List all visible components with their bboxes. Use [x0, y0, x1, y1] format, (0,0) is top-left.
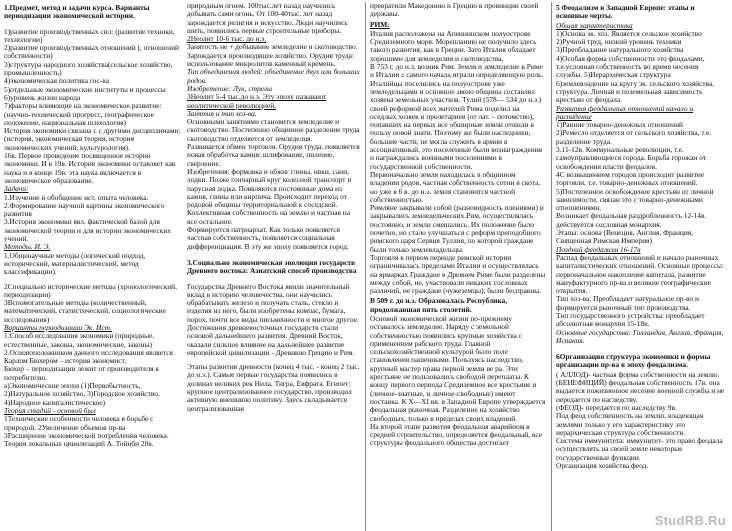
- section-heading: 6Организация структура экономики и формы организации пр-ва в эпоху феодализма.: [556, 352, 711, 370]
- section-heading: В 509 г. до н.э. Образовалась Республика, продолжавшая пять столетий.: [370, 296, 508, 314]
- text-paragraph: превратили Македонию и Грецию в провинции своей державы.: [370, 2, 539, 19]
- text-paragraph: На второй этапе развития феодальная аварийном в средней строительство, определяется феодальный, все структуры феодального общества достигает: [370, 421, 542, 448]
- text-paragraph: Бюхер – периодизации лежит от производителя к потребителю.: [4, 364, 160, 382]
- text-paragraph: 4С возвышением городов происходит развитие торговли, т.е. товарно-денежных отношений.: [556, 169, 705, 188]
- text-paragraph: 2.Формирование научной картины экономического развития: [4, 200, 165, 219]
- text-paragraph: Возникает феодальная раздробленность 12-14в. действуется сословная монархия.: [556, 211, 707, 229]
- text-paragraph: Распад феодальных отношений и начало рыночных капиталистических отношений. Основные процессы: первоначальное накопление капитала, развитие мануфактурного пр-ва и великие географические открытия.: [556, 252, 725, 296]
- text-paragraph: 16в. Первое проведение посвященное истории экономики. И в 19в. История экономики оставляет как наука и в конце 19в. эта наука включается в экономическое образование.: [4, 151, 176, 185]
- text-paragraph: 5)отдельные экономические институты и процессы: [4, 84, 166, 94]
- section-heading: 1.Предмет, метод и задачи курса. Варианты периодизации экономической истории.: [4, 3, 150, 21]
- text-paragraph: Методы. И. Э.: [4, 242, 51, 252]
- text-paragraph: Поздний феодализм 16-17в: [556, 244, 641, 254]
- column-2: [186, 2, 365, 531]
- text-paragraph: 2)развитие производственных отношений (, отношений собственности): [4, 43, 179, 61]
- text-paragraph: 7)факторы влияющие на экономическое развитие: (научно-технический прогресс, географическое положение, национальная психология): [4, 101, 162, 127]
- text-paragraph: Теория локальных цивилизаций А. Тойнби 20в.: [4, 439, 154, 449]
- text-paragraph: Первоначально земля находилась в общинном владении родов, частная собственность сотни в скота, но уже в 6 в. до н.э. земля становится частной собственностью.: [370, 169, 541, 204]
- text-paragraph: природным огнем. 100тыс.лет назад научились добывать сами огонь. От 100-40тыс. лет назад зарождается религия и искусство. Люди научились шить, появились первые строительные приборы.: [187, 2, 348, 35]
- text-paragraph: а)Экономические эпохи (1)Первобытность, 2)Натуральное хозяйство, 3)Городское хозяйство, 4)Народное капиталистическое): [4, 381, 160, 407]
- text-paragraph: 1.Способ исследования экономики (природные, естественные, законы, экономические, законы): [4, 331, 155, 349]
- text-paragraph: Этапы развития древности (конец 4 тыс. - конец 2 тыс. до н.э.). Самые первые государства появились в долинах великих рек Нила, Тигра, Евфрата. Египет: крупное централизованное государство, производил активную внешнюю политику. Здесь складывается централизованная: [187, 362, 360, 413]
- text-paragraph: 3)структура народного хозяйства(сельское хозяйство, промышленность): [4, 59, 173, 78]
- text-paragraph: 3.История экономики явл. фактической базой для экономической теории и для истории экономических учений.: [4, 217, 171, 244]
- text-paragraph: Римляне закрывали собой (разновидность плениями) и закрывались земледельческих.Рим, осуществлялась постоянно, и земли смешались. Их положение было почетно, но стало улучшаться с реформ преподобного римского царя Сервия Туллия, по которой граждане были только землевладельцы.: [370, 203, 544, 254]
- text-paragraph: 4)Особая форма собственности это феодалами, т.е.условная собственность во время несения службы. 5)Иерархическая структура: [556, 53, 705, 80]
- text-paragraph: ( АЛЛОД)- частная форма собственности на землю.: [556, 369, 720, 379]
- spacer: [187, 251, 360, 257]
- text-paragraph: 2)Ремесло отделяется от сельского хозяйства, т.е. разделение труда.: [556, 128, 711, 146]
- text-paragraph: Теория стадий - основой был: [4, 405, 96, 415]
- text-paragraph: Под феод собственность на землю, владеющая землями только у его характеристику это иерархическая структура собственности.: [556, 411, 704, 437]
- text-paragraph: 2Специально исторические методы (хронологический, периодизации): [4, 281, 177, 299]
- text-paragraph: Основными занятиями становится земледелие и скотоводство. Постепенно общинное разделение труда скотоводство отделяется от земледелия.: [187, 117, 360, 143]
- text-paragraph: 1)Ранние товарно-денежных отношений: [556, 120, 684, 130]
- text-paragraph: Формируется патриархат. Как только появляется частная собственность, появляется социальная дифференциация. В эту же эпоху появляется город.: [187, 225, 349, 251]
- text-paragraph: Тип объединения людей: объединение двух или больших родов.: [187, 67, 360, 85]
- text-paragraph: Занятость не + добывание земледелие и скотоводство. Зарождается производящее хозяйство. Орудия труда: использование микролитов каменный кремень.: [187, 42, 358, 69]
- text-paragraph: 2.Основоположником данного исследования является Карлом Бюхером – история экономист.: [4, 347, 173, 366]
- text-paragraph: 1)развитие производственных сил: (развитие техники, технологии): [4, 26, 175, 44]
- text-paragraph: Изобретения: формовка и обжиг глины, ивки, сани, лодки. Позже гончарный круг колесной транспорт и парусная лодка. Появляются постоянные дома из камня, глины или кирпича. Происходит переход от родовой общины территориальной к соседской. Коллективная собственность на землю и частная на все остальное.: [187, 166, 352, 226]
- section-heading: 5 Феодализм в Западной Европе: этапы и основные черты.: [556, 3, 695, 21]
- text-paragraph: 3Неолит 5-4 тыс.до н.э. Эту эпоху называют неолитической революцией.: [187, 92, 327, 110]
- text-paragraph: (БЕНЕФИЦИЙ) феодальная собственность 17в. она выдается пожизненное несение военной службы и не передается по наследству.: [556, 378, 725, 404]
- text-paragraph: Основой экономической жизни по-прежнему оставалось земледелие. Наряду с земельной собственностью появились крупные хозяйства с применением рабского труда. Главной сельскохозяйственной культурой было поле становления пашенными. Пользуясь наследство, крупный мастер права первой земли ве ра. Эти крестьяне не пользовались свободой переплаты. К концу первого периода Средиземное все крестьяне и (личное-знатные, и личное-свободные) имеют поставка. К Х—ХI вв. в Западной Европе утверждается феодальная рыночная. Разделение на хозяйство свободных, только в пределах своих владений.: [370, 313, 546, 423]
- column-1: [3, 2, 186, 531]
- text-paragraph: 3.11-12в. Коммунальные революции, т.е. самоуправляющиеся города. Борьба горожан от освобождения власти феодалов.: [556, 145, 707, 171]
- text-paragraph: История экономики связана с с другими дисциплинами: (история, экономическая теория, история экономических учений, культурология).: [4, 126, 181, 152]
- text-paragraph: Система иммунитета: иммунитет- это право феодала осуществлять на своей земле некоторые государственные функции.: [556, 436, 723, 462]
- text-paragraph: 3Вспомогательные методы (количественный, математический, статистический, социологические исследования): [4, 298, 166, 324]
- section-heading: РИМ:: [370, 19, 390, 29]
- text-paragraph: 6)уровень жизни народа: [4, 92, 81, 102]
- site-watermark: StudRB.Ru: [654, 513, 726, 528]
- text-paragraph: (ФЕОД)- передается по наследству 9в.: [556, 402, 677, 412]
- section-heading: 3.Социально экономическая эволюция государств Древнего востока: Азиатский способ производства: [187, 257, 357, 276]
- text-paragraph: 1.Общенаучные методы (логический подход, исторический, материалистический, метод классификации).: [4, 250, 146, 277]
- text-paragraph: Тип государственного устройства: преобладает абсолютная монархия 15-18в.: [556, 310, 705, 329]
- text-paragraph: Тип хоз-ва: Преобладает натуральное пр-во и формируется рыночный тип производства.: [556, 294, 699, 312]
- text-paragraph: Италия расположена на Апеннинском полуострове Средиземного моря. Морепланию не получило здесь такого развития, как в Греции. Зато Италия обладает хорошими для земледелия и скотоводства.: [370, 28, 537, 63]
- text-paragraph: 5)Постепенное освобождение крестьян от личной зависимости, связан это с товарно-денежными отношениями.: [556, 186, 714, 213]
- text-paragraph: Развития феодальных отношений начало и распадение: [556, 103, 694, 121]
- text-paragraph: Государства Древнего Востока явили значительный вклад в историю человечества, они научились обрабатывать железо и получать сталь, стекло и изделия из него, были изобретены компас, бумага, порох, почти все виды письменности и многое другое. Достижения древневосточных государств стали основой дальнейшего развития. Древний Восток, оказали сильное влияние на дальнейшее развитие европейской цивилизации - Древнюю Грецию и Рим.: [187, 281, 359, 357]
- text-paragraph: Общая характеристика: [556, 20, 633, 30]
- text-paragraph: Торговля в первом периоде римской истории ограничивалась пределами Италии и осуществлялась на ярмарках Граждане в Древнем Риме были разделены между собой, не, участвовали никаких сословных различий, не граждане (чужеземцы), были бесправны.: [370, 252, 546, 296]
- text-paragraph: 2)Ручной труд, низкий уровень техники: [556, 37, 682, 47]
- text-paragraph: Основные государства: Голландия, Англия, Франция, Испания.: [556, 327, 724, 345]
- text-paragraph: 1Технические особенности человека в борьбе с природой. 2Увеличение объемов пр-ва: [4, 414, 154, 432]
- text-paragraph: В 753 г. до н.э. возник Рим. Земля и земледелие в Риме и Италии с самого начала играли определяющую роль. Италийцы поселились на полуострове уже земледельцами и основное звено общины составлял хозяева земельных участков. Тулий (578— 534 до н.э.) своей реформой всех жителей Рима поделил на оседлых хозяев и пролетариев (от лат. – потомство), попавших на первых все обширные земли отошли в пользу новой знати. Поэтому же были наследники, большие части, не могла служить в армии в ассоциативный, это поселенные были вознаграждения и награждались военными поселениями в государственной собственности.: [370, 62, 544, 171]
- text-paragraph: Варианты периодизации Эк. Ист.: [4, 322, 112, 332]
- column-4: [551, 2, 731, 531]
- text-paragraph: Занятия и тип хоз-ва.: [187, 108, 257, 118]
- text-paragraph: 1.Изучение и обобщение ист. опыта человека.: [4, 192, 149, 202]
- column-3: [365, 2, 551, 531]
- text-paragraph: Задачи:: [4, 184, 29, 194]
- text-paragraph: 3)Преобладание натурального хозяйства: [556, 45, 684, 55]
- text-paragraph: Организация хозяйства феод.: [556, 461, 649, 471]
- text-paragraph: 2Неолит 10-6 тыс. до н.э.: [187, 34, 267, 44]
- text-paragraph: Развивается обмен торговля. Орудия труда: появляется новая обработка камня: шлифование, пиление, сверление.: [187, 142, 360, 168]
- text-paragraph: 3Расширение экономической потребления человека.: [4, 430, 169, 440]
- spacer: [556, 345, 726, 351]
- text-paragraph: Изобретение: Лук, стрелы: [187, 83, 272, 93]
- text-paragraph: 4)экономическая политика гос-ва: [4, 76, 109, 86]
- text-paragraph: 6)землевладение на кругу эк. сельского хозяйства, структура. Личная и поземельная зависимость крестьян от феодала.: [556, 78, 715, 105]
- text-paragraph: 1)Основа эк. хоз. Является сельское хозяйство: [556, 28, 702, 38]
- text-paragraph: Этапы: основа (Венеция, Англия, Франция, Священная Римская Империя): [556, 228, 694, 246]
